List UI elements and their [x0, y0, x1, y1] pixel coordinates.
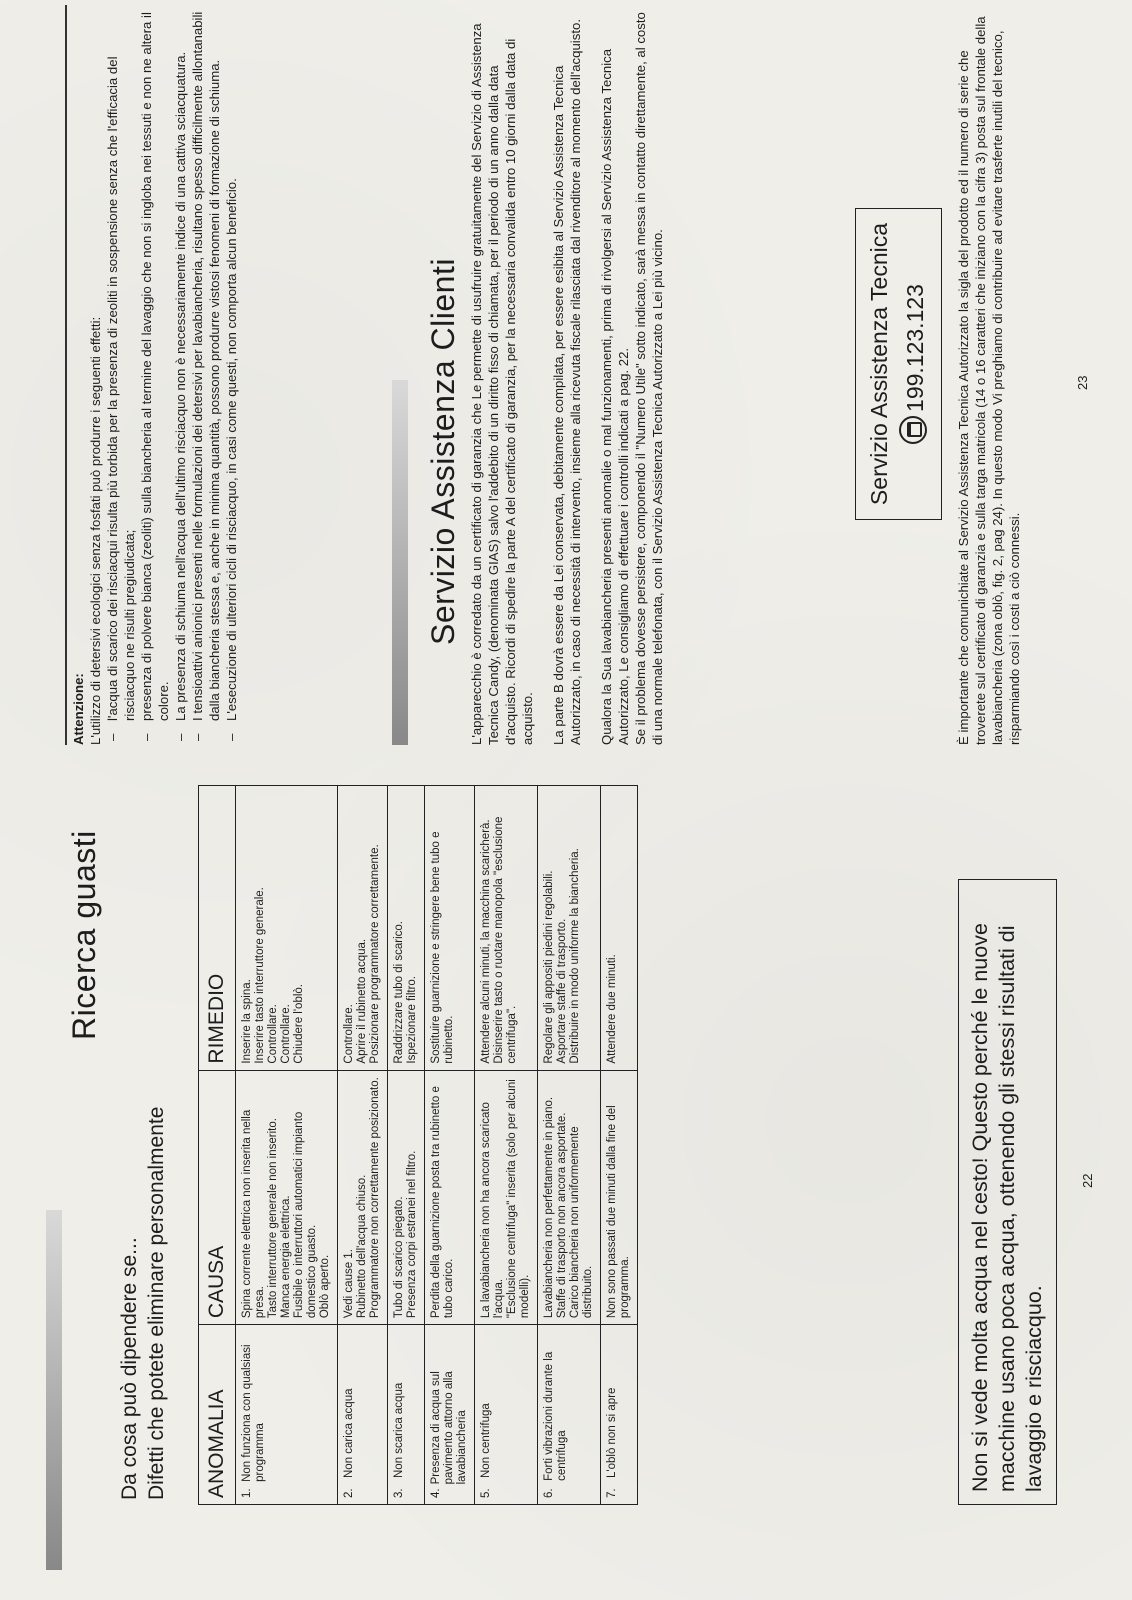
top-rule-right	[65, 5, 67, 745]
table-row	[475, 786, 538, 1505]
causa-cell	[338, 1070, 388, 1325]
anomalia-cell	[601, 1325, 638, 1505]
troubleshooting-table	[198, 785, 638, 1505]
rimedio-line: Ispezionare filtro.	[406, 975, 418, 1064]
page-number-right: 23	[1075, 375, 1090, 390]
causa-line: Fusibile o interruttori automatici impianto domestico guasto.	[293, 1111, 318, 1319]
causa-line: La lavabiancheria non ha ancora scaricato l'acqua.	[480, 1102, 505, 1319]
service-phone-number: 199.123.123	[902, 284, 928, 412]
rimedio-line: Controllare.	[343, 1004, 355, 1064]
attention-list	[104, 5, 240, 745]
rimedio-cell	[388, 786, 425, 1071]
rimedio-line: Attendere due minuti.	[606, 954, 618, 1064]
row-number: 6.	[543, 1488, 555, 1498]
header-rimedio: RIMEDIO	[199, 786, 236, 1071]
table-row	[236, 786, 338, 1505]
row-number: 4.	[430, 1488, 442, 1498]
rimedio-line: Aprire il rubinetto acqua.	[356, 938, 368, 1064]
anomalia-text: Non funziona con qualsiasi programma	[241, 1344, 266, 1482]
anomalia-text: Forti vibrazioni durante la centrifuga	[543, 1351, 568, 1481]
row-number: 5.	[480, 1488, 492, 1498]
phone-icon	[899, 416, 927, 444]
causa-line: Spina corrente elettrica non inserita nella presa.	[241, 1109, 266, 1319]
table-row	[425, 786, 475, 1505]
causa-line: Programmatore non correttamente posizionato.	[369, 1077, 381, 1319]
section-title: Servizio Assistenza Clienti	[425, 258, 461, 645]
anomalia-text: Non carica acqua	[343, 1388, 355, 1478]
causa-line: Perdita della guarnizione posta tra rubinetto e tubo carico.	[430, 1086, 455, 1319]
rimedio-cell	[425, 786, 475, 1071]
rimedio-line: Inserire la spina.	[241, 979, 253, 1064]
rimedio-cell	[538, 786, 601, 1071]
table-row	[388, 786, 425, 1505]
causa-line: Staffe di trasporto non ancora asportate.	[556, 1112, 568, 1319]
rimedio-line: Distribuire in modo uniforme la biancheria.	[569, 848, 581, 1064]
anomalia-cell	[338, 1325, 388, 1505]
anomalia-text: Non centrifuga	[480, 1403, 492, 1478]
notice-box: Non si vede molta acqua nel cesto! Questo perché le nuove macchine usano poca acqua, ottenendo gli stessi risultati di lavaggio e risciacquo.	[958, 879, 1057, 1505]
causa-line: Manca energia elettrica.	[280, 1195, 292, 1319]
rimedio-cell	[236, 786, 338, 1071]
closing-paragraph: È importante che comunichiate al Servizio Assistenza Tecnica Autorizzato la sigla del prodotto ed il numero di serie che troverete sul certificato di garanzia e sulla targa matricola (14 o 16 caratteri che iniziano con la cifra 3) posta sul frontale della lavabiancheria (zona oblò, fig. 2, pag 24). In questo modo Vi preghiamo di contribuire ad evitare trasferte inutili del tecnico, risparmiando così i costi a ciò connessi.	[956, 16, 1022, 745]
anomalia-text: L'oblò non si apre	[606, 1387, 618, 1478]
service-paragraphs	[468, 5, 680, 745]
causa-line: Rubinetto dell'acqua chiuso.	[356, 1174, 368, 1319]
rimedio-cell	[338, 786, 388, 1071]
rimedio-line: Inserire tasto interruttore generale.	[254, 887, 266, 1064]
attention-item: – L'esecuzione di ulteriori cicli di risciacquo, in casi come questi, non comporta alcun beneficio.	[223, 5, 240, 745]
rimedio-line: Disinserire tasto o ruotare manopola "esclusione centrifuga".	[493, 816, 518, 1064]
rimedio-cell	[475, 786, 538, 1071]
header-bar-right	[392, 380, 408, 745]
attention-item: – presenza di polvere bianca (zeoliti) sulla biancheria al termine del lavaggio che non si ingloba nei tessuti e non ne altera il colore.	[138, 5, 172, 745]
rimedio-line: Chiudere l'oblò.	[293, 984, 305, 1064]
anomalia-cell	[538, 1325, 601, 1505]
service-phone-line	[899, 219, 929, 509]
rimedio-line: Controllare.	[267, 1004, 279, 1064]
subtitle-secondary: Difetti che potete eliminare personalmente	[145, 1106, 168, 1500]
causa-line: Lavabiancheria non perfettamente in piano.	[543, 1096, 555, 1319]
attention-item: – I tensioattivi anionici presenti nelle formulazioni dei detersivi per lavabiancheria, risultano spesso difficilmente allontanabili dalla biancheria stessa e, anche in minima quantità, possono produrre vistosi fenomeni di formazione di schiuma.	[189, 5, 223, 745]
anomalia-cell	[475, 1325, 538, 1505]
attention-intro: L'utilizzo di detersivi ecologici senza fosfati può produrre i seguenti effetti:	[88, 316, 103, 745]
causa-cell	[388, 1070, 425, 1325]
table-row	[538, 786, 601, 1505]
causa-cell	[236, 1070, 338, 1325]
rimedio-line: Raddrizzare tubo di scarico.	[393, 921, 405, 1064]
table-row	[601, 786, 638, 1505]
rimedio-line: Controllare.	[280, 1004, 292, 1064]
service-box	[855, 208, 942, 520]
attention-item: – l'acqua di scarico dei risciacqui risulta più torbida per la presenza di zeoliti in sospensione senza che l'efficacia del risciacquo ne risulti pregiudicata;	[104, 5, 138, 745]
row-number: 7.	[606, 1488, 618, 1498]
causa-line: Oblò aperto.	[319, 1254, 331, 1319]
anomalia-cell	[425, 1325, 475, 1505]
rimedio-line: Sostituire guarnizione e stringere bene tubo e rubinetto.	[430, 831, 455, 1064]
causa-line: Tubo di scarico piegato.	[393, 1196, 405, 1319]
causa-line: Tasto interruttore generale non inserito.	[267, 1118, 279, 1319]
rimedio-line: Posizionare programmatore correttamente.	[369, 844, 381, 1064]
row-number: 2.	[343, 1488, 355, 1498]
attention-title: Attenzione:	[71, 673, 86, 745]
anomalia-cell	[388, 1325, 425, 1505]
row-number: 1.	[241, 1488, 253, 1498]
page-title: Ricerca guasti	[66, 830, 102, 1040]
table-row	[338, 786, 388, 1505]
header-bar-left	[46, 1210, 62, 1570]
causa-cell	[425, 1070, 475, 1325]
causa-line: "Esclusione centrifuga" inserita (solo per alcuni modelli).	[506, 1079, 531, 1319]
rimedio-cell	[601, 786, 638, 1071]
attention-item: – La presenza di schiuma nell'acqua dell'ultimo risciacquo non è necessariamente indice di una cattiva sciacquatura.	[172, 5, 189, 745]
causa-line: Carico biancheria non uniformemente distribuito.	[569, 1126, 594, 1319]
anomalia-text: Presenza di acqua sul pavimento attorno alla lavabiancheria	[430, 1371, 468, 1485]
anomalia-text: Non scarica acqua	[393, 1382, 405, 1478]
causa-line: Non sono passati due minuti dalla fine del programma.	[606, 1105, 631, 1319]
service-box-title: Servizio Assistenza Tecnica	[866, 222, 892, 506]
causa-line: Presenza corpi estranei nel filtro.	[406, 1150, 418, 1319]
paragraph-part-b: La parte B dovrà essere da Lei conservata, debitamente compilata, per essere esibita al Servizio Assistenza Tecnica Autorizzato, in caso di necessità di intervento, insieme alla ricevuta fiscale rilasciata dal rivenditore al momento dell'acquisto.	[551, 19, 583, 745]
rimedio-line: Regolare gli appositi piedini regolabili.	[543, 870, 555, 1064]
header-causa: CAUSA	[199, 1070, 236, 1325]
causa-line: Vedi cause 1.	[343, 1249, 355, 1319]
anomalia-cell	[236, 1325, 338, 1505]
table-header-row	[199, 786, 236, 1505]
subtitle-primary: Da cosa può dipendere se...	[118, 1237, 141, 1500]
causa-cell	[475, 1070, 538, 1325]
rimedio-line: Attendere alcuni minuti, la macchina scaricherà.	[480, 819, 492, 1064]
paragraph-contact: Qualora la Sua lavabiancheria presenti anomalie o mal funzionamenti, prima di rivolgersi al Servizio Assistenza Tecnica Autorizzato, Le consigliamo di effettuare i controlli indicati a pag. 22. Se il problema dovesse persistere, componendo il "Numero Utile" sotto indicato, sarà messa in contatto direttamente, al costo di una normale telefonata, con il Servizio Assistenza Tecnica Autorizzato a Lei più vicino.	[599, 12, 665, 745]
causa-cell	[538, 1070, 601, 1325]
causa-cell	[601, 1070, 638, 1325]
rimedio-line: Asportare staffe di trasporto.	[556, 918, 568, 1064]
paragraph-warranty: L'apparecchio è corredato da un certificato di garanzia che Le permette di usufruire gratuitamente del Servizio di Assistenza Tecnica Candy, (denominata GIAS) salvo l'addebito di un diritto fisso di chiamata, per il periodo di un anno dalla data d'acquisto. Ricordi di spedire la parte A del certificato di garanzia, per la necessaria convalida entro 10 giorni dalla data di acquisto.	[469, 23, 535, 745]
row-number: 3.	[393, 1488, 405, 1498]
attention-block	[70, 5, 240, 745]
header-anomalia: ANOMALIA	[199, 1325, 236, 1505]
page-number-left: 22	[1080, 1173, 1095, 1188]
